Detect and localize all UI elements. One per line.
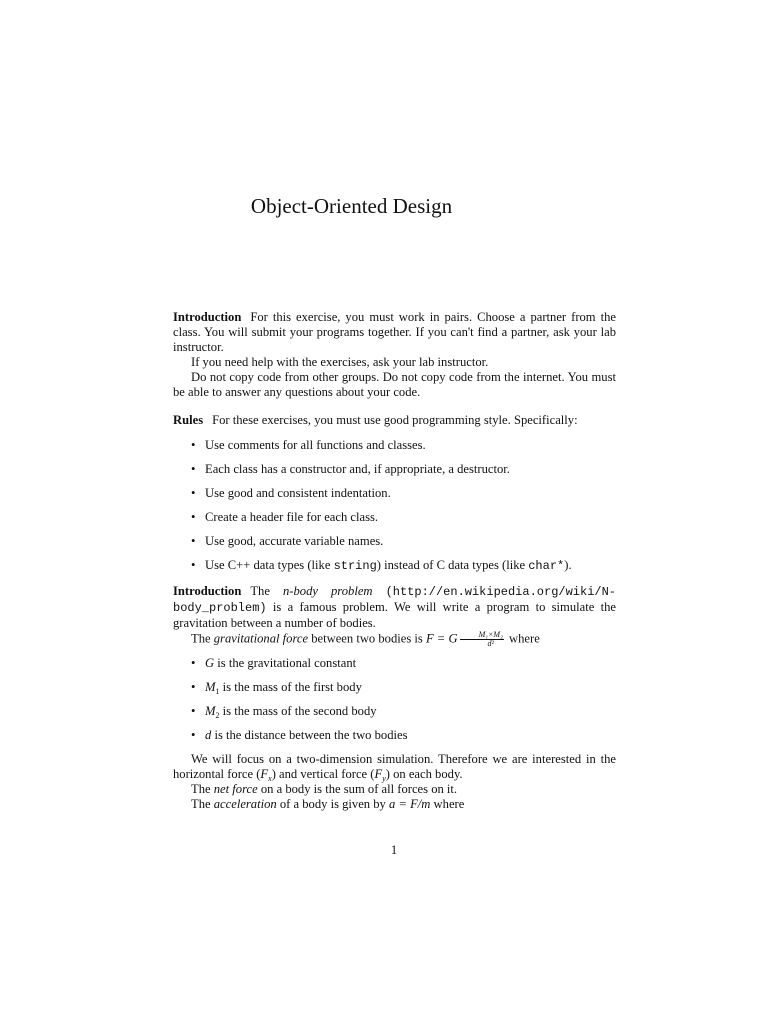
intro-paragraph-1 bbox=[173, 310, 616, 355]
force-text: The bbox=[191, 631, 211, 646]
rules-heading: Rules bbox=[173, 413, 204, 427]
acceleration-paragraph bbox=[173, 797, 616, 812]
fx-subscript: x bbox=[268, 774, 272, 783]
rules-section bbox=[173, 413, 616, 574]
force-term: gravitational force bbox=[213, 631, 309, 646]
intro-paragraph-2: If you need help with the exercises, ask your lab instructor. bbox=[191, 355, 489, 369]
list-item-text: Use C++ data types (like bbox=[205, 558, 334, 572]
bullet-icon: • bbox=[191, 486, 196, 500]
nbody-term: n-body problem bbox=[283, 584, 373, 598]
fx-symbol: F bbox=[260, 767, 269, 781]
list-item bbox=[173, 534, 616, 549]
list-item bbox=[173, 558, 616, 574]
net-force-text: on a body is the sum of all forces on it. bbox=[260, 782, 458, 796]
variable-symbol: G bbox=[205, 656, 215, 670]
page-number: 1 bbox=[390, 843, 398, 857]
acceleration-formula: a = F/m bbox=[389, 797, 431, 811]
two-dimension-text: ) and vertical force ( bbox=[271, 767, 375, 781]
rules-list bbox=[173, 438, 616, 574]
force-text: where bbox=[509, 631, 540, 646]
list-item bbox=[173, 728, 616, 743]
net-force-paragraph bbox=[173, 782, 616, 797]
intro-section bbox=[173, 310, 616, 400]
nbody-heading: Introduction bbox=[173, 584, 242, 598]
wikipedia-url: (http://en.wikipedia.org/wiki/N-body_problem) bbox=[173, 585, 616, 615]
acceleration-text: of a body is given by bbox=[279, 797, 386, 811]
bullet-icon: • bbox=[191, 438, 196, 452]
list-item-text: ). bbox=[564, 558, 572, 572]
list-item bbox=[173, 462, 616, 477]
list-item-text: Create a header file for each class. bbox=[205, 510, 379, 524]
variable-symbol: M bbox=[205, 704, 216, 718]
variable-symbol: M bbox=[205, 680, 216, 694]
list-item bbox=[173, 486, 616, 501]
nbody-text: The bbox=[250, 584, 270, 598]
list-item-text: ) instead of C data types (like bbox=[376, 558, 529, 572]
net-force-term: net force bbox=[213, 782, 258, 796]
nbody-paragraph-1 bbox=[173, 584, 616, 631]
fraction-denominator: d² bbox=[487, 639, 494, 648]
bullet-icon: • bbox=[191, 510, 196, 524]
two-dimension-paragraph bbox=[173, 752, 616, 782]
list-item bbox=[173, 680, 616, 695]
code-char-pointer: char* bbox=[528, 559, 565, 573]
force-paragraph bbox=[173, 631, 616, 648]
acceleration-text: The bbox=[191, 797, 211, 811]
variable-description: is the mass of the second body bbox=[222, 704, 377, 718]
list-item-text: Each class has a constructor and, if appropriate, a destructor. bbox=[205, 462, 510, 476]
fy-symbol: F bbox=[374, 767, 383, 781]
bullet-icon: • bbox=[191, 534, 196, 548]
list-item bbox=[173, 704, 616, 719]
list-item-text: Use good and consistent indentation. bbox=[205, 486, 391, 500]
bullet-icon: • bbox=[191, 656, 196, 670]
variables-list bbox=[173, 656, 616, 743]
bullet-icon: • bbox=[191, 728, 196, 742]
bullet-icon: • bbox=[191, 680, 196, 694]
two-dimension-text: We will focus on a two-dimension simulation. Therefore we are interested in the horizontal force ( bbox=[173, 752, 616, 781]
force-text: between two bodies is bbox=[311, 631, 423, 646]
rules-paragraph bbox=[173, 413, 616, 428]
net-force-text: The bbox=[191, 782, 211, 796]
list-item-text: Use good, accurate variable names. bbox=[205, 534, 384, 548]
variable-subscript: 1 bbox=[215, 687, 220, 696]
force-fraction bbox=[460, 631, 504, 648]
bullet-icon: • bbox=[191, 704, 196, 718]
list-item bbox=[173, 656, 616, 671]
variable-symbol: d bbox=[205, 728, 212, 742]
intro-text-1: For this exercise, you must work in pairs. Choose a partner from the class. You will submit your programs together. If you can't find a partner, ask your lab instructor. bbox=[173, 310, 616, 354]
fy-subscript: y bbox=[382, 774, 386, 783]
list-item bbox=[173, 438, 616, 453]
bullet-icon: • bbox=[191, 558, 196, 572]
rules-lead: For these exercises, you must use good programming style. Specifically: bbox=[212, 413, 578, 427]
variable-description: is the distance between the two bodies bbox=[214, 728, 408, 742]
variable-subscript: 2 bbox=[215, 711, 220, 720]
bullet-icon: • bbox=[191, 462, 196, 476]
list-item bbox=[173, 510, 616, 525]
code-string: string bbox=[333, 559, 377, 573]
page-title: Object-Oriented Design bbox=[250, 194, 453, 218]
acceleration-text: where bbox=[433, 797, 465, 811]
nbody-text: is a famous problem. We will write a program to simulate the gravitation between a number of bodies. bbox=[173, 600, 616, 630]
intro-heading: Introduction bbox=[173, 310, 242, 324]
force-formula: F = G bbox=[425, 631, 458, 646]
nbody-section bbox=[173, 584, 616, 812]
intro-paragraph-3: Do not copy code from other groups. Do not copy code from the internet. You must be able to answer any questions about your code. bbox=[173, 370, 616, 399]
two-dimension-text: ) on each body. bbox=[385, 767, 463, 781]
variable-description: is the gravitational constant bbox=[217, 656, 357, 670]
list-item-text: Use comments for all functions and classes. bbox=[205, 438, 426, 452]
fraction-numerator: M₁×M₂ bbox=[460, 631, 504, 640]
acceleration-term: acceleration bbox=[213, 797, 277, 811]
variable-description: is the mass of the first body bbox=[222, 680, 362, 694]
document-body bbox=[173, 310, 616, 822]
